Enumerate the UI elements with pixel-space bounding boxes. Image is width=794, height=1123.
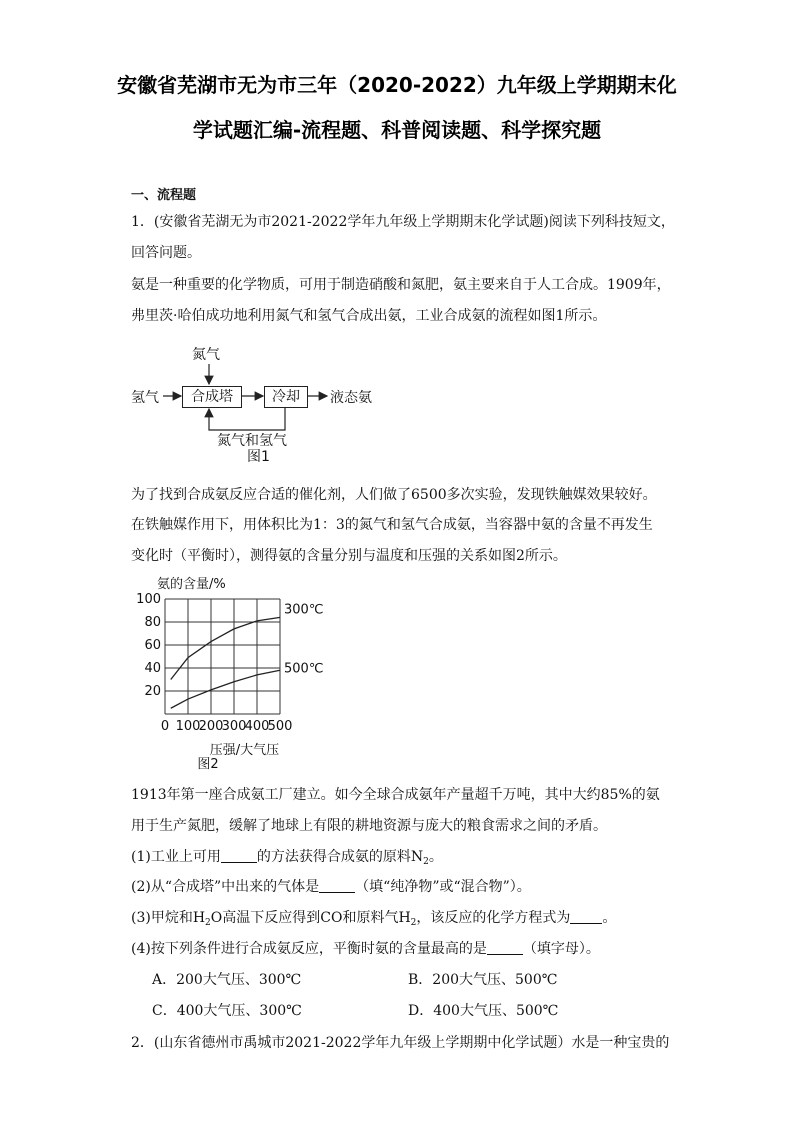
option-d: D．400大气压、500℃ <box>408 1003 559 1019</box>
label-hydrogen: 氢气 <box>131 390 159 406</box>
paragraph-1: 氨是一种重要的化学物质，可用于制造硝酸和氮肥，氨主要来自于人工合成。1909年， <box>131 277 671 293</box>
doc-title-line1: 安徽省芜湖市无为市三年（2020-2022）九年级上学期期末化 <box>117 73 677 97</box>
option-b: B．200大气压、500℃ <box>408 972 558 988</box>
option-c: C．400大气压、300℃ <box>152 1003 302 1019</box>
y-tick-label: 20 <box>144 684 161 699</box>
q1-3-text-b: O高温下反应得到CO和原料气H <box>210 910 411 926</box>
label-recycle-gases: 氮气和氢气 <box>217 433 287 449</box>
paragraph-3-cont: 用于生产氮肥，缓解了地球上有限的耕地资源与庞大的粮食需求之间的矛盾。 <box>131 818 607 834</box>
question-2: 2．(山东省德州市禹城市2021-2022学年九年级上学期期中化学试题）水是一种宝贵的 <box>131 1035 670 1051</box>
q1-2-text-a: (2)从“合成塔”中出来的气体是 <box>131 879 320 895</box>
figure-2-caption: 图2 <box>197 757 219 772</box>
box-cooling: 冷却 <box>264 386 308 408</box>
option-a: A．200大气压、300℃ <box>152 972 302 988</box>
paragraph-3: 1913年第一座合成氨工厂建立。如今全球合成氨年产量超千万吨，其中大约85%的氨 <box>131 787 660 803</box>
q1-4-text-a: (4)按下列条件进行合成氨反应，平衡时氨的含量最高的是 <box>131 941 487 957</box>
answer-blank-2 <box>319 878 355 893</box>
x-axis-label: 压强/大气压 <box>209 743 280 758</box>
doc-title-line2: 学试题汇编-流程题、科普阅读题、科学探究题 <box>192 118 602 142</box>
y-tick-label: 40 <box>144 661 161 676</box>
y-tick-label: 80 <box>144 615 161 630</box>
question-1-2 <box>131 877 531 897</box>
question-1-1 <box>131 847 443 872</box>
box-synthesis-tower: 合成塔 <box>182 386 242 408</box>
label-nitrogen: 氮气 <box>192 347 220 363</box>
x-tick-label: 100 <box>175 719 201 734</box>
question-1-4 <box>131 939 600 959</box>
paragraph-2-cont: 在铁触媒作用下，用体积比为1：3的氮气和氢气合成氨，当容器中氨的含量不再发生 <box>131 517 653 533</box>
x-tick-label: 0 <box>160 719 170 734</box>
q1-3-text-d: 。 <box>602 910 617 926</box>
section-heading: 一、流程题 <box>131 188 197 203</box>
series-line-500c <box>171 670 280 708</box>
y-tick-label: 60 <box>144 638 161 653</box>
q1-2-text-b: （填“纯净物”或“混合物”）。 <box>355 879 531 895</box>
q1-1-text-a: (1)工业上可用 <box>131 849 221 865</box>
x-tick-label: 500 <box>267 719 293 734</box>
question-1-3 <box>131 908 616 933</box>
x-tick-label: 400 <box>244 719 270 734</box>
q1-1-text-b: 的方法获得合成氨的原料N <box>256 849 424 865</box>
question1-intro-cont: 回答问题。 <box>131 245 201 261</box>
x-tick-label: 300 <box>221 719 247 734</box>
answer-blank-1 <box>221 848 257 863</box>
q1-3-text-a: (3)甲烷和H <box>131 910 206 926</box>
paragraph-1-cont: 弗里茨·哈伯成功地利用氮气和氢气合成出氨，工业合成氨的流程如图1所示。 <box>131 308 607 324</box>
figure-1-caption: 图1 <box>247 449 270 465</box>
q1-3-text-c: ，该反应的化学方程式为 <box>416 910 571 926</box>
question1-intro: 1．(安徽省芜湖无为市2021-2022学年九年级上学期期末化学试题)阅读下列科技短文， <box>131 214 675 230</box>
q1-1-subscript: 2 <box>423 857 429 867</box>
answer-blank-3 <box>570 909 602 924</box>
arrow-recycle-loop <box>209 407 285 430</box>
q1-3-subscript-2: 2 <box>410 918 417 928</box>
q1-3-subscript-1: 2 <box>205 918 211 928</box>
answer-blank-4 <box>487 940 523 955</box>
series-label: 300℃ <box>284 602 324 618</box>
y-tick-label: 100 <box>136 592 161 607</box>
x-tick-label: 200 <box>198 719 224 734</box>
q1-1-text-c: 。 <box>428 849 443 865</box>
figure-1-flowchart <box>125 340 385 470</box>
label-liquid-ammonia: 液态氨 <box>330 390 372 406</box>
q1-4-text-b: （填字母）。 <box>522 941 600 957</box>
chart-svg <box>135 572 335 772</box>
y-axis-label: 氨的含量/% <box>157 577 226 592</box>
paragraph-2-end: 变化时（平衡时），测得氨的含量分别与温度和压强的关系如图2所示。 <box>131 548 567 564</box>
paragraph-2: 为了找到合成氨反应合适的催化剂，人们做了6500多次实验，发现铁触媒效果较好。 <box>131 487 657 503</box>
series-line-300c <box>171 617 280 679</box>
figure-2-chart <box>135 572 335 772</box>
series-label: 500℃ <box>284 661 324 677</box>
